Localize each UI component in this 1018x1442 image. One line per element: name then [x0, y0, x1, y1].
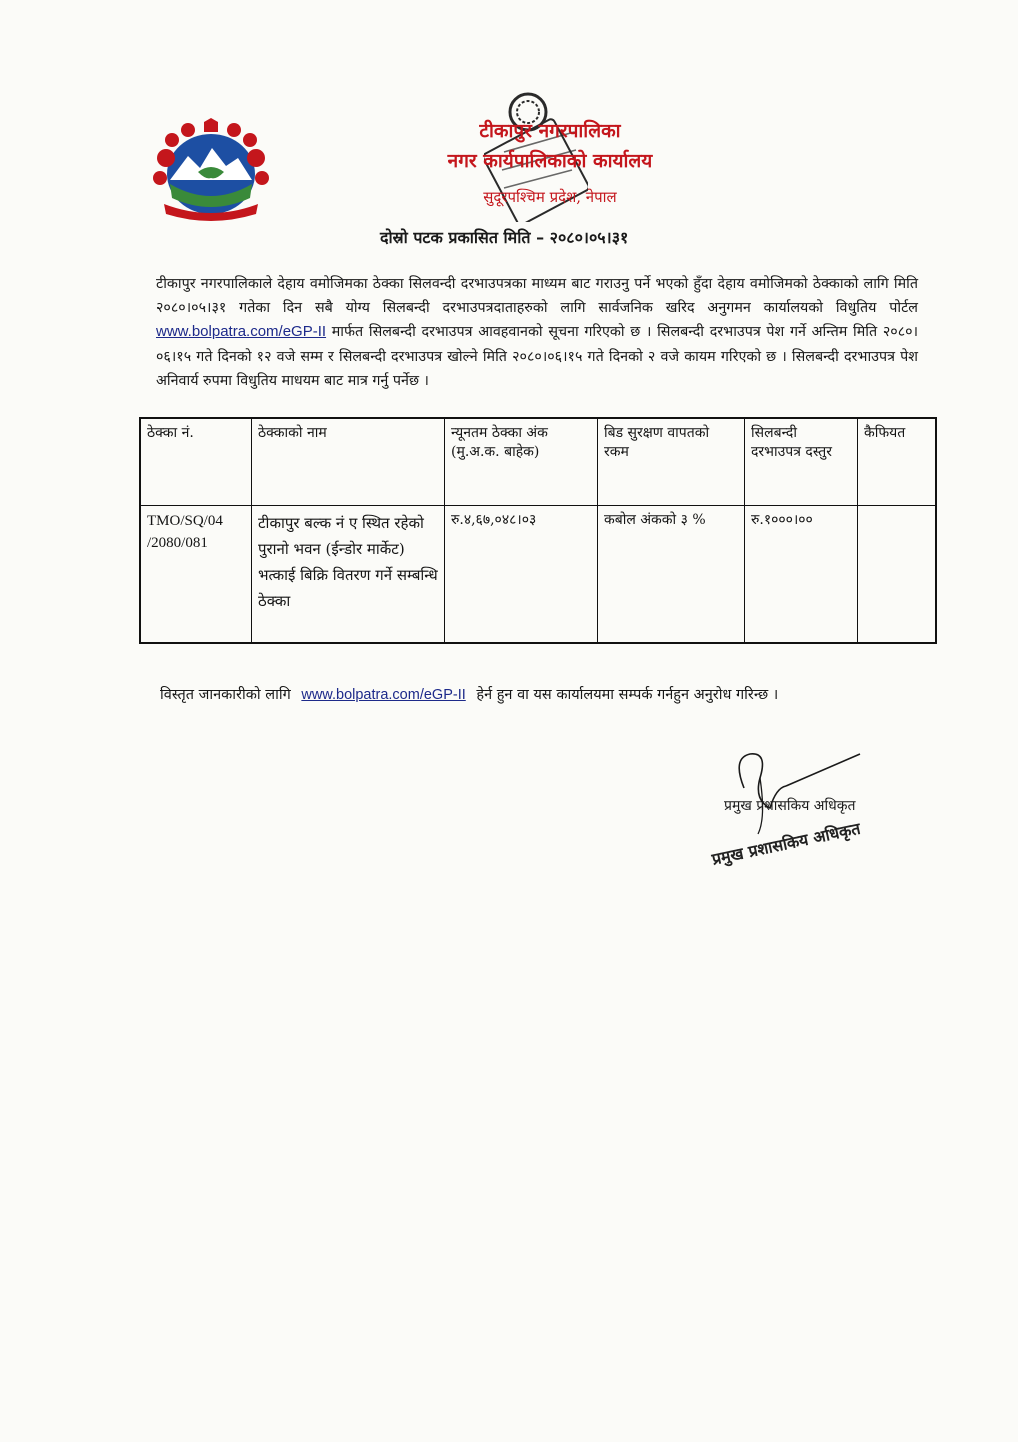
- footer-text-part2: हेर्न हुन वा यस कार्यालयमा सम्पर्क गर्नहुन अनुरोध गरिन्छ ।: [476, 687, 779, 703]
- cell-tender-no: TMO/SQ/04 /2080/081: [140, 506, 252, 644]
- cell-bid-security: कबोल अंकको ३ %: [598, 506, 745, 644]
- bolpatra-link[interactable]: www.bolpatra.com/eGP-II: [156, 323, 327, 341]
- tender-table: [139, 417, 937, 644]
- signatory-title: प्रमुख प्रशासकिय अधिकृत: [724, 798, 856, 814]
- header-min-amount: न्यूनतम ठेक्का अंक (मु.अ.क. बाहेक): [445, 418, 598, 506]
- publication-date: दोस्रो पटक प्रकासित मिति – २०८०।०५।३१: [380, 228, 629, 247]
- header-document-fee: सिलबन्दी दरभाउपत्र दस्तुर: [745, 418, 858, 506]
- notice-paragraph: [156, 272, 918, 393]
- province-name: सुदूरपश्चिम प्रदेश, नेपाल: [483, 188, 617, 206]
- cell-min-amount: रु.४,६७,०४८।०३: [445, 506, 598, 644]
- nepal-emblem-icon: [152, 118, 270, 222]
- table-header-row: [140, 418, 936, 506]
- footer-text-part1: विस्तृत जानकारीको लागि: [160, 687, 291, 703]
- municipality-name: टीकापुर नगरपालिका: [479, 120, 621, 142]
- cell-tender-name: टीकापुर बल्क नं ए स्थित रहेको पुरानो भवन (ईन्डोर मार्केट) भत्काई बिक्रि वितरण गर्ने सम्बन्धि ठेक्का: [252, 506, 445, 644]
- footer-note: [160, 684, 920, 704]
- header-tender-name: ठेक्काको नाम: [252, 418, 445, 506]
- header-tender-no: ठेक्का नं.: [140, 418, 252, 506]
- signatory-stamp: प्रमुख प्रशासकिय अधिकृत: [710, 818, 862, 869]
- letterhead: [330, 116, 770, 210]
- cell-document-fee: रु.१०००।००: [745, 506, 858, 644]
- header-remarks: कैफियत: [858, 418, 937, 506]
- footer-bolpatra-link[interactable]: www.bolpatra.com/eGP-II: [301, 687, 466, 703]
- notice-text-part1: टीकापुर नगरपालिकाले देहाय वमोजिमका ठेक्का सिलवन्दी दरभाउपत्रका माध्यम बाट गराउनु पर्ने भएको हुँदा देहाय वमोजिमको ठेक्काको लागि मिति २०८०।०५।३१ गतेका दिन सबै योग्य सिलबन्दी दरभाउपत्रदाताहरुको लागि सार्वजनिक खरिद अनुगमन कार्यालयको विधुतिय पोर्टल: [156, 276, 918, 317]
- notice-text-part2: मार्फत सिलबन्दी दरभाउपत्र आवहवानको सूचना गरिएको छ । सिलबन्दी दरभाउपत्र पेश गर्ने अन्तिम मिति २०८०।०६।१५ गते दिनको १२ वजे सम्म र सिलबन्दी दरभाउपत्र खोल्ने मिति २०८०।०६।१५ गते दिनको २ वजे कायम गरिएको छ । सिलबन्दी दरभाउपत्र पेश अनिवार्य रुपमा विधुतिय माधयम बाट मात्र गर्नु पर्नेछ ।: [156, 324, 918, 389]
- cell-remarks: [858, 506, 937, 644]
- table-row: [140, 506, 936, 644]
- office-name: नगर कार्यपालिकाको कार्यालय: [447, 150, 653, 172]
- header-bid-security: बिड सुरक्षण वापतको रकम: [598, 418, 745, 506]
